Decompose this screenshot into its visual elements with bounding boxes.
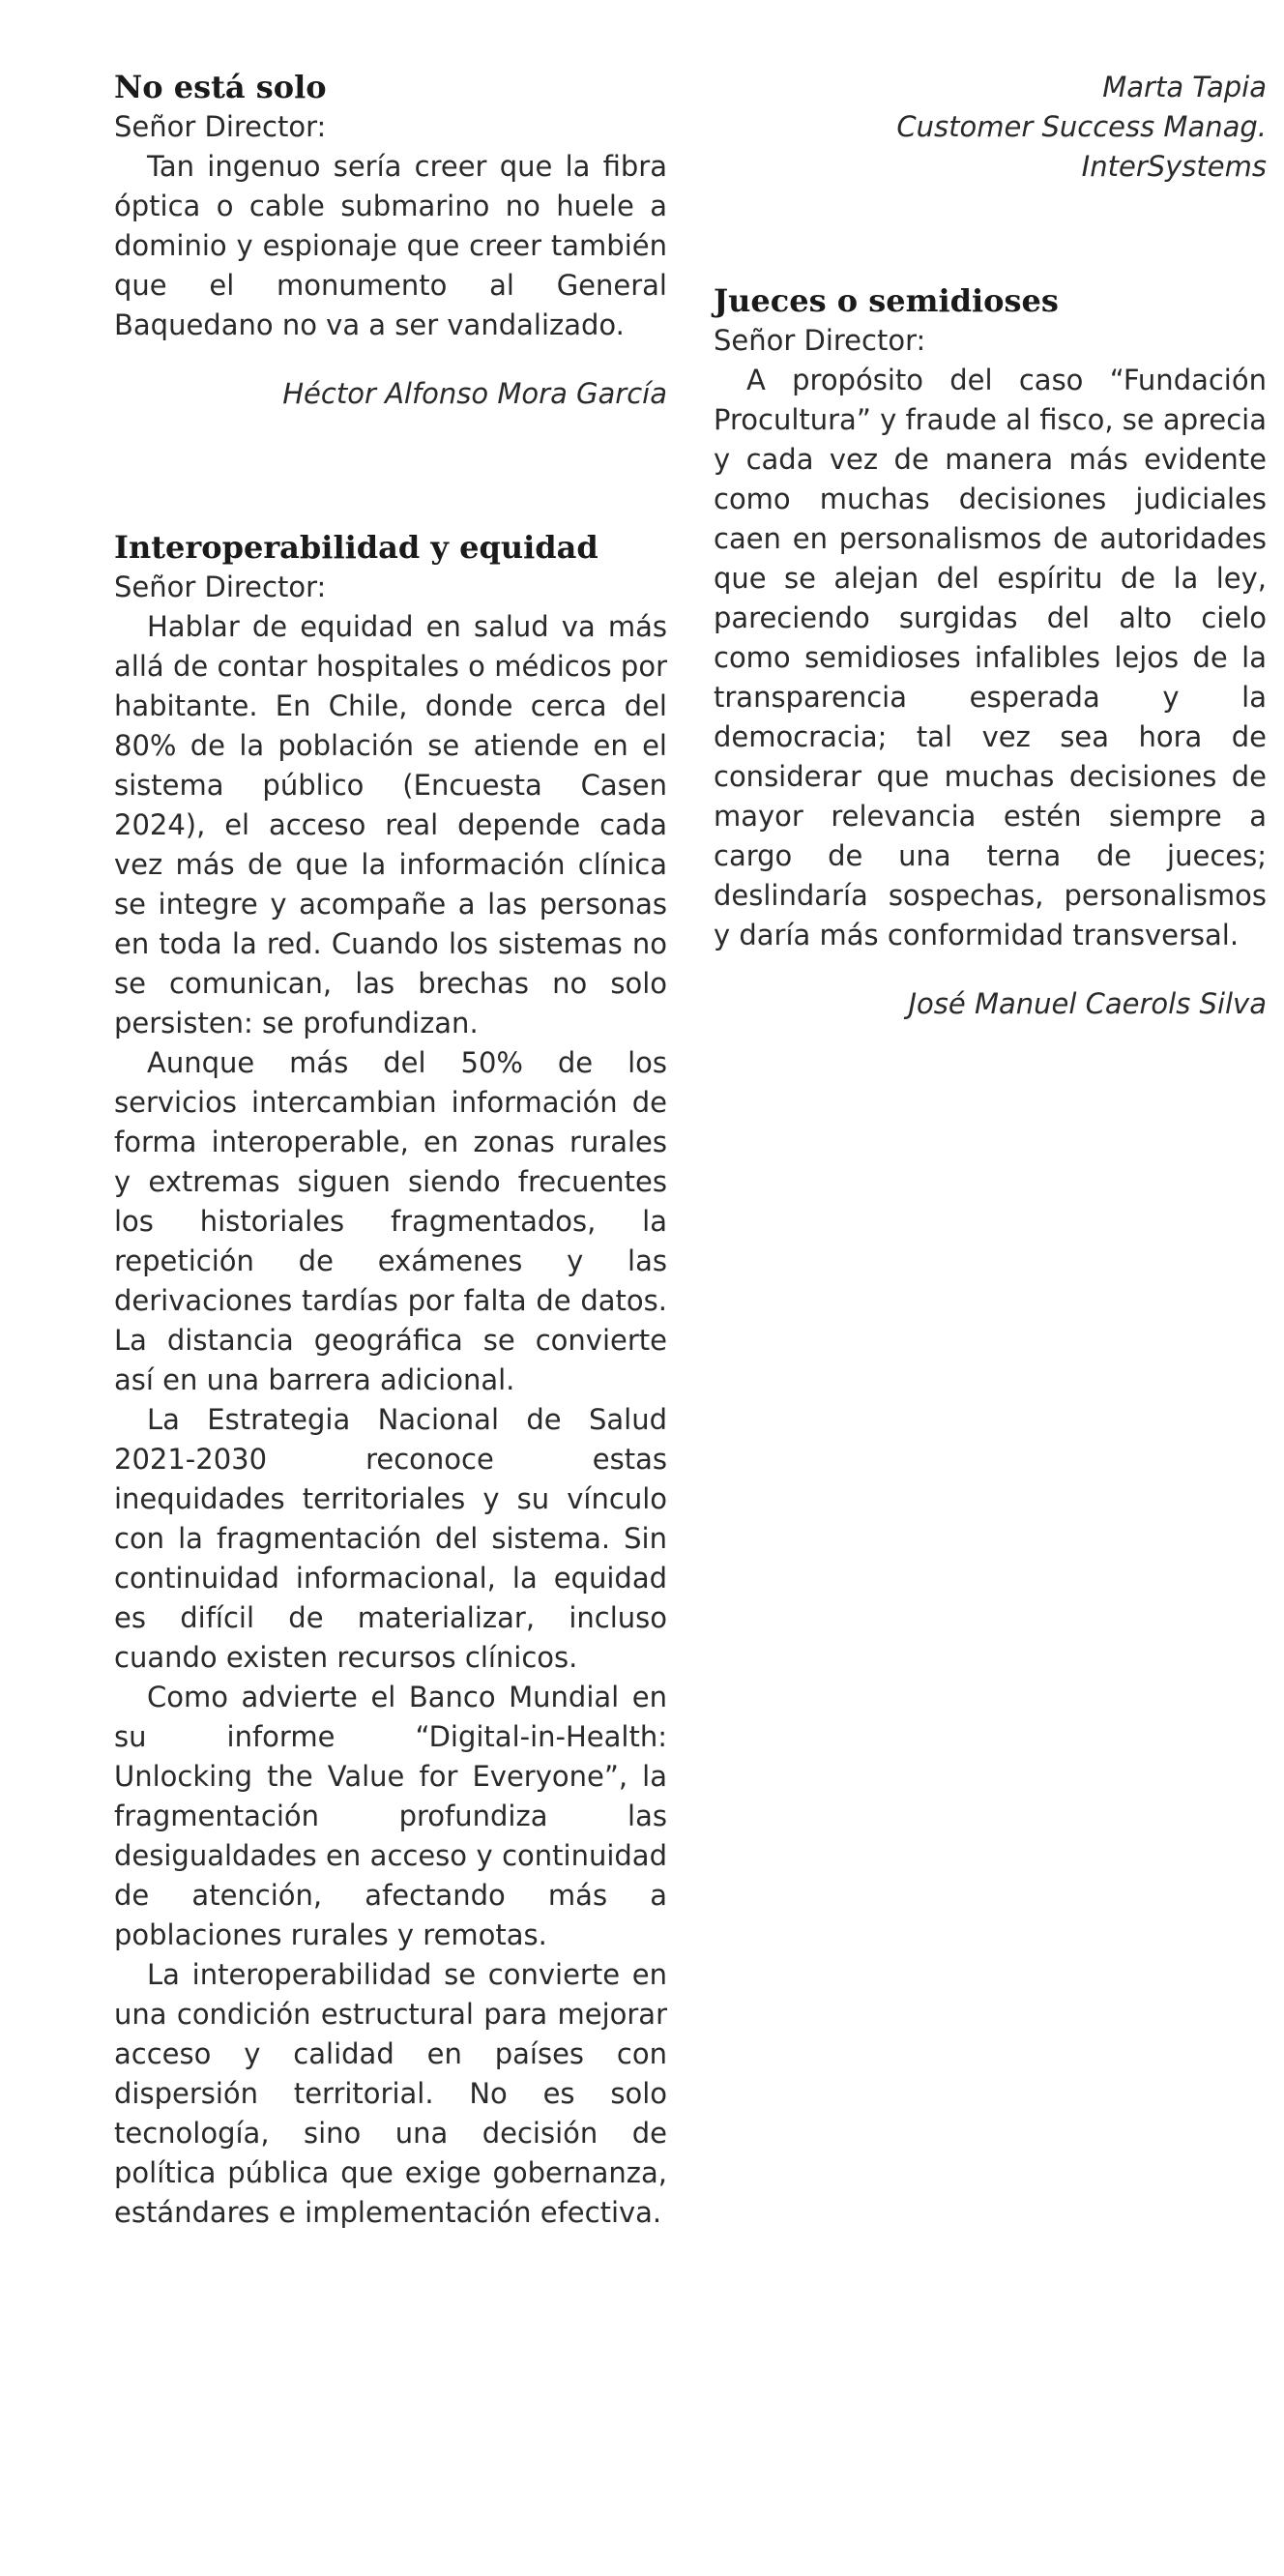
- letter-title: Jueces o semidioses: [714, 282, 1059, 319]
- letter-no-esta-solo: [114, 68, 667, 414]
- letter-salutation: Señor Director:: [114, 571, 327, 603]
- letter-paragraph: Hablar de equidad en salud va más allá de contar hospitales o médicos por habitante. En Chile, donde cerca del 80% de la población se atiende en el sistema público (Encuesta Casen 2024), el acceso real depende cada vez más de que la información clínica se integre y acompañe a las personas en toda la red. Cuando los sistemas no se comunican, las brechas no solo persisten: se profundizan.: [114, 610, 667, 1039]
- signature-company: InterSystems: [1081, 150, 1267, 183]
- letter-signature-block: [714, 68, 1267, 187]
- letter-jueces-o-semidioses: [714, 281, 1267, 1024]
- letter-interoperabilidad: [114, 528, 667, 2233]
- letter-signature: José Manuel Caerols Silva: [908, 987, 1267, 1020]
- letter-paragraph: Como advierte el Banco Mundial en su informe “Digital-in-Health: Unlocking the Value for Everyone”, la fragmentación profundiza las desigualdades en acceso y continuidad de atención, afectando más a poblaciones rurales y remotas.: [114, 1681, 667, 1951]
- letter-title: No está solo: [114, 69, 327, 105]
- letter-paragraph: La interoperabilidad se convierte en una condición estructural para mejorar acceso y calidad en países con dispersión territorial. No es solo tecnología, sino una decisión de política pública que exige gobernanza, estándares e implementación efectiva.: [114, 1958, 667, 2229]
- letter-paragraph: Tan ingenuo sería creer que la fibra óptica o cable submarino no huele a dominio y espionaje que creer también que el monumento al General Baquedano no va a ser vandalizado.: [114, 150, 667, 341]
- letter-paragraph: La Estrategia Nacional de Salud 2021-2030 reconoce estas inequidades territoriales y su vínculo con la fragmentación del sistema. Sin continuidad informacional, la equidad es difícil de materializar, incluso cuando existen recursos clínicos.: [114, 1403, 667, 1674]
- signature-role: Customer Success Manag.: [896, 110, 1267, 143]
- letter-signature: Héctor Alfonso Mora García: [282, 377, 667, 410]
- letter-title: Interoperabilidad y equidad: [114, 529, 598, 566]
- letter-salutation: Señor Director:: [114, 110, 327, 143]
- letter-salutation: Señor Director:: [714, 324, 926, 357]
- right-column: [714, 68, 1267, 1024]
- signature-name: Marta Tapia: [1102, 71, 1267, 103]
- letter-paragraph: A propósito del caso “Fundación Procultura” y fraude al fisco, se aprecia y cada vez de manera más evidente como muchas decisiones judiciales caen en personalismos de autoridades que se alejan del espíritu de la ley, pareciendo surgidas del alto cielo como semidioses infalibles lejos de la transparencia esperada y la democracia; tal vez sea hora de considerar que muchas decisiones de mayor relevancia estén siempre a cargo de una terna de jueces; deslindaría sospechas, personalismos y daría más conformidad transversal.: [714, 364, 1267, 951]
- letter-paragraph: Aunque más del 50% de los servicios intercambian información de forma interoperable, en zonas rurales y extremas siguen siendo frecuentes los historiales fragmentados, la repetición de exámenes y las derivaciones tardías por falta de datos. La distancia geográfica se convierte así en una barrera adicional.: [114, 1046, 667, 1396]
- left-column: [114, 68, 667, 2233]
